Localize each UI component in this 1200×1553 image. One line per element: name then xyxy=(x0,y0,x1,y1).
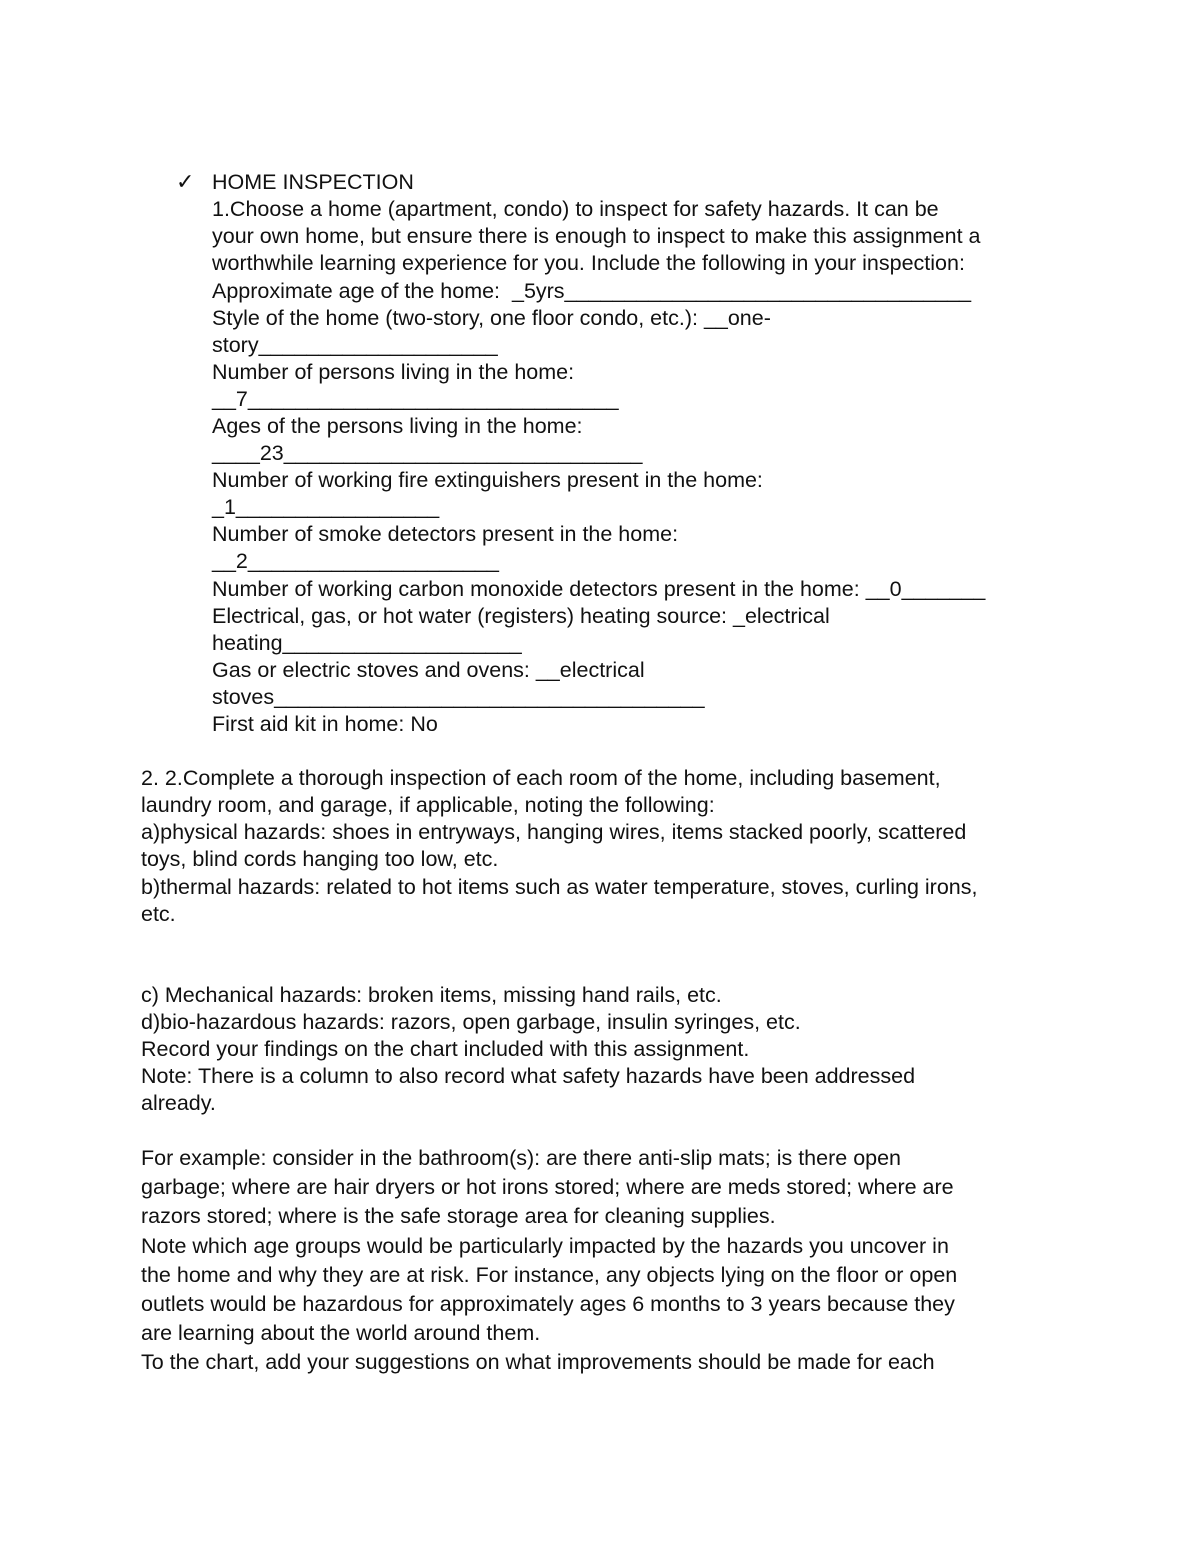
heating-source-value: heating____________________ xyxy=(212,631,522,655)
smoke-detectors-label: Number of smoke detectors present in the home: xyxy=(212,522,679,546)
text-line: razors stored; where is the safe storage area for cleaning supplies. xyxy=(141,1204,776,1228)
thermal-hazards-line: b)thermal hazards: related to hot items such as water temperature, stoves, curling irons, xyxy=(141,875,978,899)
text-line: 1.Choose a home (apartment, condo) to inspect for safety hazards. It can be xyxy=(212,197,939,221)
text-line: etc. xyxy=(141,902,176,926)
stoves-value: stoves____________________________________ xyxy=(212,685,705,709)
text-line: Note which age groups would be particularly impacted by the hazards you uncover in xyxy=(141,1234,949,1258)
home-age-field: Approximate age of the home: _5yrs__________________________________ xyxy=(212,279,972,303)
home-style-field-cont: story____________________ xyxy=(212,333,498,357)
text-line: Record your findings on the chart included with this assignment. xyxy=(141,1037,750,1061)
text-line: garbage; where are hair dryers or hot irons stored; where are meds stored; where are xyxy=(141,1175,954,1199)
text-line: worthwhile learning experience for you. Include the following in your inspection: xyxy=(212,251,965,275)
heating-source-field: Electrical, gas, or hot water (registers) heating source: _electrical xyxy=(212,604,830,628)
physical-hazards-line: a)physical hazards: shoes in entryways, hanging wires, items stacked poorly, scattered xyxy=(141,820,967,844)
text-line: outlets would be hazardous for approximately ages 6 months to 3 years because they xyxy=(141,1292,955,1316)
text-line: laundry room, and garage, if applicable, noting the following: xyxy=(141,793,715,817)
biohazards-line: d)bio-hazardous hazards: razors, open garbage, insulin syringes, etc. xyxy=(141,1010,801,1034)
section-heading: HOME INSPECTION xyxy=(212,170,414,194)
persons-ages-value: ____23______________________________ xyxy=(212,441,643,465)
home-style-field: Style of the home (two-story, one floor condo, etc.): __one- xyxy=(212,306,771,330)
persons-count-value: __7_______________________________ xyxy=(212,387,619,411)
fire-extinguishers-label: Number of working fire extinguishers present in the home: xyxy=(212,468,763,492)
fire-extinguishers-value: _1_________________ xyxy=(212,495,440,519)
persons-count-label: Number of persons living in the home: xyxy=(212,360,575,384)
persons-ages-label: Ages of the persons living in the home: xyxy=(212,414,583,438)
text-line: your own home, but ensure there is enough to inspect to make this assignment a xyxy=(212,224,981,248)
text-line: already. xyxy=(141,1091,216,1115)
text-line: are learning about the world around them. xyxy=(141,1321,541,1345)
text-line: To the chart, add your suggestions on what improvements should be made for each xyxy=(141,1350,935,1374)
mechanical-hazards-line: c) Mechanical hazards: broken items, missing hand rails, etc. xyxy=(141,983,722,1007)
first-aid-field: First aid kit in home: No xyxy=(212,712,438,736)
smoke-detectors-value: __2_____________________ xyxy=(212,549,499,573)
text-line: 2. 2.Complete a thorough inspection of each room of the home, including basement, xyxy=(141,766,941,790)
text-line: Note: There is a column to also record what safety hazards have been addressed xyxy=(141,1064,916,1088)
text-line: toys, blind cords hanging too low, etc. xyxy=(141,847,499,871)
stoves-field: Gas or electric stoves and ovens: __electrical xyxy=(212,658,645,682)
co-detectors-field: Number of working carbon monoxide detectors present in the home: __0_______ xyxy=(212,577,986,601)
check-icon: ✓ xyxy=(176,170,195,195)
text-line: the home and why they are at risk. For instance, any objects lying on the floor or open xyxy=(141,1263,958,1287)
text-line: For example: consider in the bathroom(s): are there anti-slip mats; is there open xyxy=(141,1146,902,1170)
